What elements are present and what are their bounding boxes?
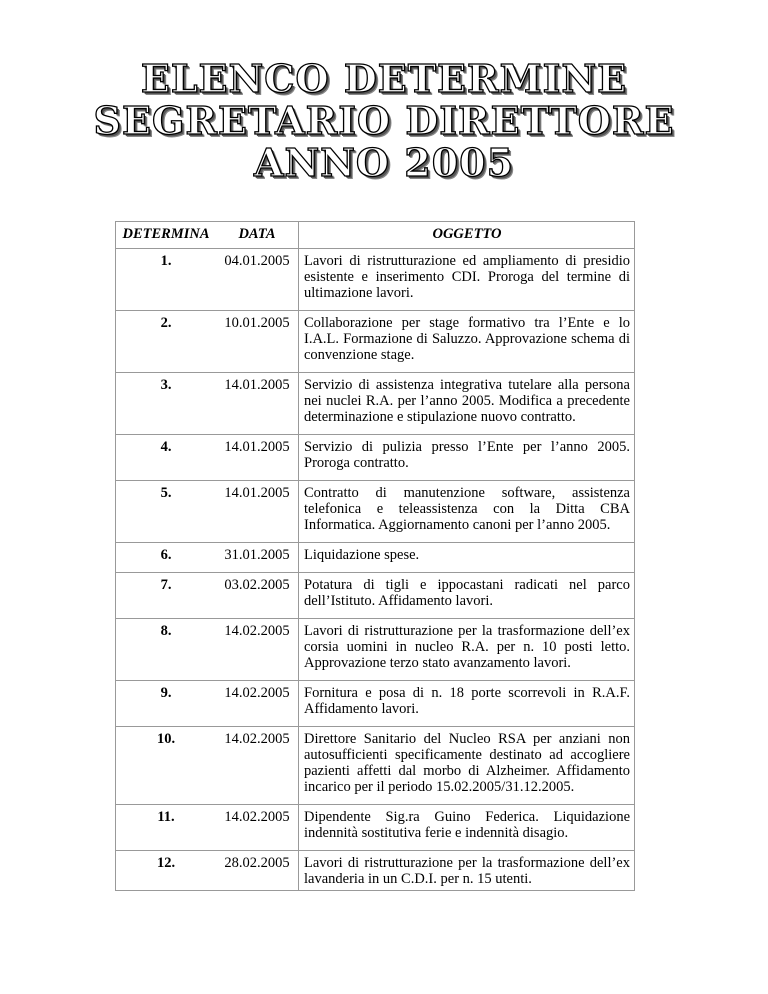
table-row — [116, 373, 635, 435]
table-row — [116, 573, 635, 619]
row-number: 10. — [116, 727, 217, 805]
table-row — [116, 481, 635, 543]
row-subject: Potatura di tigli e ippocastani radicati nel parco dell’Istituto. Affidamento lavori. — [299, 573, 635, 619]
row-subject: Collaborazione per stage formativo tra l’Ente e lo I.A.L. Formazione di Saluzzo. Approvazione schema di convenzione stage. — [299, 311, 635, 373]
row-subject: Lavori di ristrutturazione per la trasformazione dell’ex lavanderia in un C.D.I. per n. 15 utenti. — [299, 851, 635, 891]
row-number: 11. — [116, 805, 217, 851]
row-date: 14.02.2005 — [216, 805, 299, 851]
row-number: 1. — [116, 249, 217, 311]
table-row — [116, 805, 635, 851]
title-line-2: SEGRETARIO DIRETTORE — [93, 98, 675, 143]
row-subject: Servizio di pulizia presso l’Ente per l’anno 2005. Proroga contratto. — [299, 435, 635, 481]
table-header-row — [116, 222, 635, 249]
title-line-1: ELENCO DETERMINE — [140, 56, 628, 101]
row-date: 14.01.2005 — [216, 435, 299, 481]
row-date: 10.01.2005 — [216, 311, 299, 373]
row-number: 2. — [116, 311, 217, 373]
row-number: 4. — [116, 435, 217, 481]
table-row — [116, 435, 635, 481]
row-date: 28.02.2005 — [216, 851, 299, 891]
row-date: 14.02.2005 — [216, 619, 299, 681]
row-number: 7. — [116, 573, 217, 619]
row-date: 14.02.2005 — [216, 727, 299, 805]
row-date: 14.01.2005 — [216, 481, 299, 543]
row-date: 31.01.2005 — [216, 543, 299, 573]
table-row — [116, 311, 635, 373]
row-number: 3. — [116, 373, 217, 435]
row-subject: Direttore Sanitario del Nucleo RSA per anziani non autosufficienti specificamente destinato ad accogliere pazienti affetti dal morbo di Alzheimer. Affidamento incarico per il periodo 15.02.2005/31.12.2005. — [299, 727, 635, 805]
row-date: 14.01.2005 — [216, 373, 299, 435]
table-row — [116, 249, 635, 311]
table-row — [116, 681, 635, 727]
row-subject: Dipendente Sig.ra Guino Federica. Liquidazione indennità sostitutiva ferie e indennità disagio. — [299, 805, 635, 851]
row-subject: Servizio di assistenza integrativa tutelare alla persona nei nuclei R.A. per l’anno 2005. Modifica a precedente determinazione e stipulazione nuovo contratto. — [299, 373, 635, 435]
table-row — [116, 543, 635, 573]
table-row — [116, 619, 635, 681]
header-determina: DETERMINA — [116, 222, 217, 249]
document-title — [0, 58, 768, 184]
table-body — [116, 249, 635, 891]
row-subject: Contratto di manutenzione software, assistenza telefonica e teleassistenza con la Ditta CBA Informatica. Aggiornamento canoni per l’anno 2005. — [299, 481, 635, 543]
row-number: 9. — [116, 681, 217, 727]
row-number: 12. — [116, 851, 217, 891]
determine-table — [115, 221, 635, 891]
row-date: 04.01.2005 — [216, 249, 299, 311]
table-row — [116, 727, 635, 805]
row-subject: Fornitura e posa di n. 18 porte scorrevoli in R.A.F. Affidamento lavori. — [299, 681, 635, 727]
header-data: DATA — [216, 222, 299, 249]
row-number: 6. — [116, 543, 217, 573]
row-subject: Lavori di ristrutturazione ed ampliamento di presidio esistente e inserimento CDI. Proroga del termine di ultimazione lavori. — [299, 249, 635, 311]
header-oggetto: OGGETTO — [299, 222, 635, 249]
row-date: 03.02.2005 — [216, 573, 299, 619]
row-subject: Liquidazione spese. — [299, 543, 635, 573]
row-subject: Lavori di ristrutturazione per la trasformazione dell’ex corsia uomini in nucleo R.A. per n. 10 posti letto. Approvazione terzo stato avanzamento lavori. — [299, 619, 635, 681]
row-date: 14.02.2005 — [216, 681, 299, 727]
row-number: 8. — [116, 619, 217, 681]
title-line-3: ANNO 2005 — [253, 140, 515, 185]
row-number: 5. — [116, 481, 217, 543]
table-row — [116, 851, 635, 891]
